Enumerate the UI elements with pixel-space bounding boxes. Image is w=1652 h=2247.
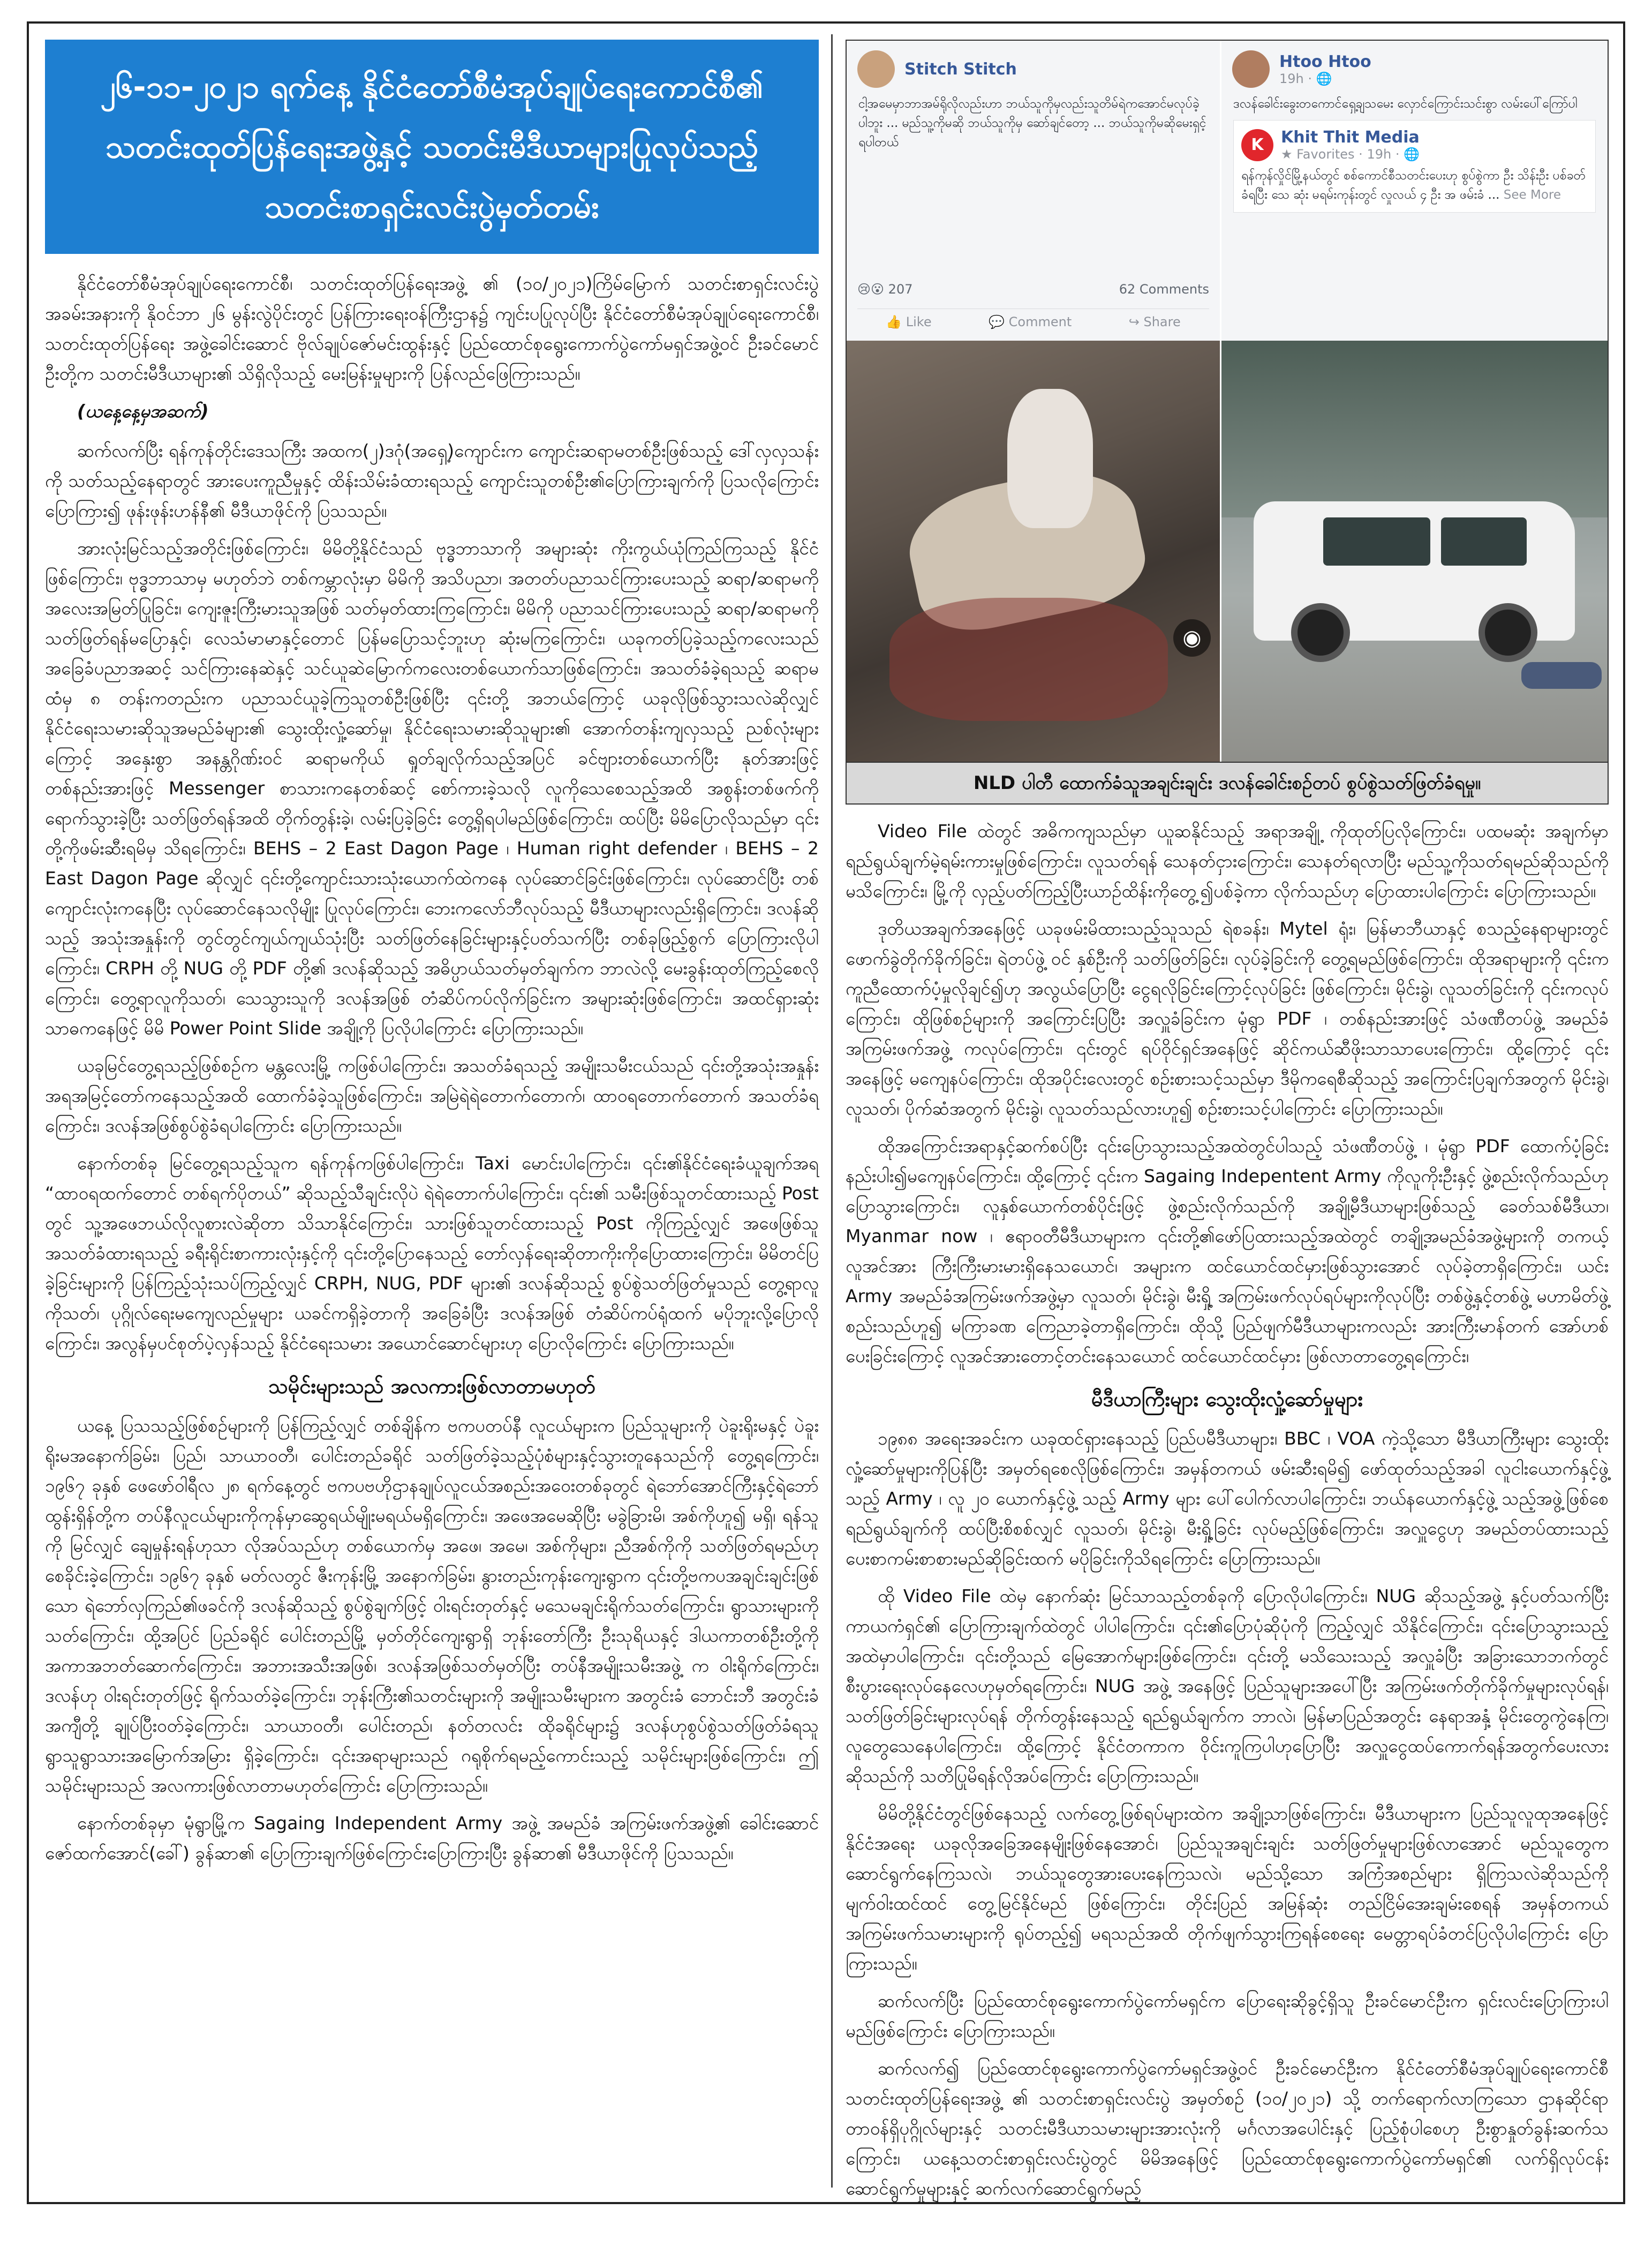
person-figure — [1007, 389, 1093, 528]
reaction-icon: 😢😮 — [857, 282, 888, 297]
white-car — [1254, 501, 1575, 641]
lead-paragraph: နိုင်ငံတော်စီမံအုပ်ချုပ်ရေးကောင်စီ၊ သတင်းထုတ်ပြန်ရေးအဖွဲ့ ၏ (၁၀/၂၀၂၁)ကြိမ်မြောက် သတင်းစာရှင်းလင်းပွဲအခမ်းအနားကို နိုဝင်ဘာ ၂၆ မွန်းလွဲပိုင်းတွင် ပြန်ကြားရေးဝန်ကြီးဌာန၌ ကျင်းပပြုလုပ်ပြီး နိုင်ငံတော်စီမံအုပ်ချုပ်ရေးကောင်စီ၊ သတင်းထုတ်ပြန်ရေး အဖွဲ့ခေါင်းဆောင် ဗိုလ်ချုပ်ဇော်မင်းထွန်းနှင့် ပြည်ထောင်စုရွေးကောက်ပွဲကော်မရှင်အဖွဲ့ဝင် ဦးခင်မောင်ဦးတို့က သတင်းမီဒီယာများ၏ သိရှိလိုသည့် မေးမြန်းမှုများကို ပြန်လည်ဖြေကြားသည်။ — [45, 273, 819, 384]
headline-line-2: သတင်းထုတ်ပြန်ရေးအဖွဲ့နှင့် သတင်းမီဒီယာများပြုလုပ်သည့် — [105, 129, 759, 165]
fallen-person — [1521, 662, 1602, 689]
shared-page-name: Khit Thit Media — [1281, 128, 1420, 147]
post-author: Stitch Stitch — [904, 59, 1017, 79]
post-author: Htoo Htoo — [1279, 52, 1371, 71]
headline-line-1: ၂၆-၁၁-၂၀၂၁ ရက်နေ့ နိုင်ငံတော်စီမံအုပ်ချုပ်ရေးကောင်စီ၏ — [100, 69, 764, 105]
continuation-note: (ယနေ့နေ့မှအဆက်) — [77, 401, 209, 422]
shared-post-card — [1233, 120, 1596, 213]
paragraph: ဒုတိယအချက်အနေဖြင့် ယခုဖမ်းမိထားသည့်သူသည် ရဲစခန်း၊ Mytel ရုံး၊ မြန်မာဘီယာနှင့် စသည့်နေရာများတွင် ဖောက်ခွဲတိုက်ခိုက်ခြင်း၊ ရဲတပ်ဖွဲ့ ဝင် နှစ်ဦးကို သတ်ဖြတ်ခြင်း၊ လုပ်ခဲ့ခြင်းကို တွေ့ရမည်ဖြစ်ကြောင်း၊ ထိုအရာများကို ၎င်းက ကူညီထောက်ပံ့မှုလိုချင်၍ဟု အလွယ်ပြောပြီး ငွေရလိုခြင်းကြောင့်လုပ်ခြင်း ဖြစ်ကြောင်း၊ မိုင်းခွဲ၊ လူသတ်ခြင်းကို ၎င်းကလုပ်ကြောင်း၊ ထိုဖြစ်စဉ်များကို အကြောင်းပြပြီး အလှူခံခြင်းက မုံရွာ PDF ၊ တစ်နည်းအားဖြင့် သံဖဏီတပ်ဖွဲ့ အမည်ခံအကြမ်းဖက်အဖွဲ့ ကလုပ်ကြောင်း၊ ၎င်းတွင် ရပ်ဝိုင်ရှင်အနေဖြင့် ဆိုင်ကယ်ဆီဖိုးသာသာပေးကြောင်း၊ ထို့ကြောင့် ၎င်းအနေဖြင့် မကျေနပ်ကြောင်း၊ ထိုအပိုင်းလေးတွင် စဉ်းစားသင့်သည်မှာ ဒီမိုကရေစီဆိုသည့် အကြောင်းပြချက်အတွက် မိုင်းခွဲ၊ လူသတ်၊ ပိုက်ဆံအတွက် မိုင်းခွဲ၊ လူသတ်သည်လားဟူ၍ စဉ်းစားသင့်ပါကြောင်း ပြောကြားသည်။ — [846, 918, 1609, 1119]
post-text: ငါ့အမေမှာဘာအမ်ရိုလိုလည်းဟာ ဘယ်သူကိုမှလည်းသူတိမ်ရဲကအောင်မလုပ်ခဲ့ပါဘူး ... မည်သူ့ကိုမဆို ဘယ်သူကိုမှ ဆော်ချင်တော့ ... ဘယ်သူကိုမဆိုမေးရှင့်ရပါတယ် — [858, 97, 1206, 149]
newspaper-page — [27, 21, 1625, 2204]
see-more-link: See More — [1503, 188, 1562, 202]
left-column — [45, 40, 819, 1876]
subheading: သမိုင်းများသည် အလကားဖြစ်လာတာမဟုတ် — [268, 1374, 596, 1398]
paragraph: မိမိတို့နိုင်ငံတွင်ဖြစ်နေသည့် လက်တွေ့ဖြစ်ရပ်များထဲက အချို့သာဖြစ်ကြောင်း၊ မီဒီယာများက ပြည်သူလူထုအနေဖြင့် နိုင်ငံအရေး ယခုလိုအခြေအနေမျိုးဖြစ်နေအောင်၊ ပြည်သူအချင်းချင်း သတ်ဖြတ်မှုများဖြစ်လာအောင် မည်သူတွေက ဆောင်ရွက်နေကြသလဲ၊ ဘယ်သူတွေအားပေးနေကြသလဲ၊ မည်သို့သော အကြံအစည်များ ရှိကြသလဲဆိုသည်ကို မျက်ဝါးထင်ထင် တွေ့မြင်နိုင်မည် ဖြစ်ကြောင်း၊ တိုင်းပြည် အမြန်ဆုံး တည်ငြိမ်အေးချမ်းစေရန် အမှန်တကယ်အကြမ်းဖက်သမားများကို ရုပ်တည့်၍ မရသည်အထိ တိုက်ဖျက်သွားကြရန်စေရေး မေတ္တာရပ်ခံတင်ပြလိုပါကြောင်း ပြောကြားသည်။ — [846, 1803, 1609, 1974]
facebook-share-screenshot — [1221, 41, 1608, 341]
paragraph: ထိုအကြောင်းအရာနှင့်ဆက်စပ်ပြီး ၎င်းပြောသွားသည့်အထဲတွင်ပါသည့် သံဖဏီတပ်ဖွဲ့ ၊ မုံရွာ PDF ထောက်ပံ့ခြင်း နည်းပါး၍မကျေနပ်ကြောင်း၊ ထို့ကြောင့် ၎င်းက Sagaing Indepentent Army ကိုလူကိုးဦးနှင့် ဖွဲ့စည်းလိုက်သည်ဟု ပြောသွားကြောင်း၊ လူနှစ်ယောက်တစ်ပိုင်းဖြင့် ဖွဲ့စည်းလိုက်သည်ကို အချို့မီဒီယာများဖြစ်သည့် ခေတ်သစ်မီဒီယာ၊ Myanmar now ၊ ဧရာဝတီမီဒီယာများက ၎င်းတို့၏ဖော်ပြထားသည့်အထဲတွင် တချို့အမည်ခံအဖွဲ့များကို တကယ့်လူအင်အား ကြီးကြီးမားမားရှိနေသယောင်၊ အများက ထင်ယောင်ထင်မှားဖြစ်သွားအောင် လုပ်ခဲ့တာရှိကြောင်း၊ ယင်း Army အမည်ခံအကြမ်းဖက်အဖွဲ့မှာ လူသတ်၊ မိုင်းခွဲ၊ မီးရှို့ အကြမ်းဖက်လုပ်ရပ်များကိုလုပ်ပြီး တစ်ဖွဲ့နှင့်တစ်ဖွဲ့ မဟာမိတ်ဖွဲ့ စည်းသည်ဟူ၍ မကြာခဏ ကြေညာခဲ့တာရှိကြောင်း၊ ထိုသို့ ပြည်ဖျက်မီဒီယာများကလည်း အားကြီးမာန်တက် အော်ဟစ်ပေးခြင်းကြောင့် လူအင်အားတောင့်တင်းနေသယောင် ထင်ယောင်ထင်မှား ဖြစ်လာတာတွေ့ရကြောင်း၊ — [846, 1136, 1609, 1366]
reaction-count: 207 — [888, 282, 913, 297]
shared-post-meta: ★ Favorites · 19h · — [1281, 147, 1404, 162]
paragraph: နောက်တစ်ခု မြင်တွေ့ရသည့်သူက ရန်ကုန်ကဖြစ်ပါကြောင်း၊ Taxi မောင်းပါကြောင်း၊ ၎င်း၏နိုင်ငံရေးခံယူချက်အရ “ထာဝရထက်တောင် တစ်ရက်ပိုတယ်” ဆိုသည့်သီချင်းလိုပဲ ရဲရဲတောက်ပါကြောင်း၊ ၎င်း၏ သမီးဖြစ်သူတင်ထားသည့် Post တွင် သူ့အဖေဘယ်လိုလူစားလဲဆိုတာ သိသာနိုင်ကြောင်း၊ သားဖြစ်သူတင်ထားသည့် Post ကိုကြည့်လျှင် အဖေဖြစ်သူ အသတ်ခံထားရသည့် ခရီးရိုင်းစာကားလုံးနှင့်ကို ၎င်းတို့ပြောနေသည့် တော်လှန်ရေးဆိုတာကိုးကိုပြောထားကြောင်း၊ မိမိတင်ပြခဲ့ခြင်းများကို ပြန်ကြည့်သုံးသပ်ကြည့်လျှင် CRPH, NUG, PDF များ၏ ဒလန်ဆိုသည့် စွပ်စွဲသတ်ဖြတ်မှုသည် တွေ့ရာလူကိုသတ်၊ ပုဂ္ဂိုလ်ရေးမကျေလည်မှုများ ယခင်ကရှိခဲ့တာကို အခြေခံပြီး ဒလန်အဖြစ် တံဆိပ်ကပ်ရုံထက် မပိုဘူးလို့ပြောလိုကြောင်း၊ အလွန်မှပင်စုတ်ပဲ့လှန်သည့် နိုင်ငံရေးသမား အယောင်ဆောင်များဟု ပြောလိုကြောင်း ပြောကြားသည်။ — [45, 1153, 819, 1354]
blood-pool — [889, 598, 1168, 721]
headline-banner — [45, 40, 819, 254]
paragraph: ဆက်လက်ပြီး ရန်ကုန်တိုင်းဒေသကြီး အထက(၂)ဒဂုံ(အရှေ့)ကျောင်းက ကျောင်းဆရာမတစ်ဦးဖြစ်သည့် ဒေါ်လှလှသန်းကို သတ်သည့်နေရာတွင် အားပေးကူညီမှုနှင့် ထိန်းသိမ်းခံထားရသည့် ကျောင်းသူတစ်ဦး၏ပြောကြားချက်ကို ပြသလိုကြောင်းပြောကြား၍ ဖုန်းဖုန်းဟန်နီ၏ မီဒီယာဖိုင်ကို ပြသသည်။ — [45, 440, 819, 521]
paragraph: ယခုမြင်တွေ့ရသည့်ဖြစ်စဉ်က မန္တလေးမြို့ ကဖြစ်ပါကြောင်း၊ အသတ်ခံရသည့် အမျိုးသမီးငယ်သည် ၎င်းတို့အသုံးအနှုန်းအရအမြင့်တော်ကနေသည့်အထိ ထောက်ခံခဲ့သူဖြစ်ကြောင်း၊ အမြဲရဲရဲတောက်တောက်၊ ထာဝရတောက်တောက် အသတ်ခံရကြောင်း၊ ဒလန်အဖြစ်စွပ်စွဲခံရပါကြောင်း ပြောကြားသည်။ — [45, 1055, 819, 1136]
post-text: ဒလန်ခေါင်းခွေးတကောင်ရှေ့ချသမေး လှောင်ကြောင်းသင်းစွာ လမ်းပေါ်ကြော်ပါ — [1233, 97, 1578, 111]
comment-count: 62 Comments — [1119, 282, 1209, 297]
paragraph: ထို Video File ထဲမှ နောက်ဆုံး မြင်သာသည့်တစ်ခုကို ပြောလိုပါကြောင်း၊ NUG ဆိုသည့်အဖွဲ့ နှင့်ပတ်သက်ပြီး ကာယကံရှင်၏ ပြောကြားချက်ထဲတွင် ပါပါကြောင်း၊ ၎င်း၏ပြောပုံဆိုပုံကို ကြည့်လျှင် သိနိုင်ကြောင်း၊ ၎င်းပြောသွားသည့် အထဲမှာပါကြောင်း၊ ၎င်းတို့သည် မြေအောက်များဖြစ်ကြောင်း၊ ၎င်းတို့ မသိသေးသည့် အလှူခံပြီး အခြားသောဘက်တွင် စီးပွားရေးလုပ်နေလေဟုမှတ်ရကြောင်း၊ NUG အဖွဲ့ အနေဖြင့် ပြည်သူများအပေါ်ပြီး အကြမ်းဖက်တိုက်ခိုက်မှုများလုပ်ရန်၊ သတ်ဖြတ်ခြင်းများလုပ်ရန် တိုက်တွန်းနေသည့် ရည်ရွယ်ချက်က ဘာလဲ၊ မြန်မာပြည်အတွင်း နေရာအနှံ့ မိုင်းတွေကွဲနေကြ၊ လူတွေသေနေပါကြောင်း၊ ထို့ကြောင့် နိုင်ငံတကာက ဝိုင်းကူကြပါဟုပြောပြီး အလှူငွေထပ်ကောက်ရန်အတွက်ပေးလားဆိုသည်ကို သတိပြုမိရန်လိုအပ်ကြောင်း ပြောကြားသည်။ — [846, 1585, 1609, 1786]
white-car-street-photo — [1221, 341, 1608, 763]
globe-icon: 🌐 — [1404, 147, 1420, 162]
comment-button: 💬 Comment — [989, 314, 1072, 329]
like-icon: 👍 — [886, 314, 906, 329]
khit-thit-logo-icon: K — [1241, 129, 1273, 161]
subheading: မီဒီယာကြီးများ သွေးထိုးလှုံ့ဆော်မှုများ — [1091, 1387, 1363, 1411]
headline-line-3: သတင်းစာရှင်းလင်းပွဲမှတ်တမ်း — [265, 189, 599, 225]
photo-caption: NLD ပါတီ ထောက်ခံသူအချင်းချင်း ဒလန်ခေါင်းစဉ်တပ် စွပ်စွဲသတ်ဖြတ်ခံရမှု။ — [846, 763, 1609, 805]
paragraph: Video File ထဲတွင် အဓိကကျသည်မှာ ယူဆနိုင်သည့် အရာအချို့ ကိုထုတ်ပြလိုကြောင်း၊ ပထမဆုံး အချက်မှာ ရည်ရွယ်ချက်မဲ့ရမ်းကားမှုဖြစ်ကြောင်း၊ လူသတ်ရန် သေနတ်ငှားကြောင်း၊ သေနတ်ရလာပြီး မည်သူ့ကိုသတ်ရမည်ဆိုသည်ကို မသိကြောင်း၊ မြို့ကို လှည့်ပတ်ကြည့်ပြီးယာဉ်ထိန်းကိုတွေ့၍ပစ်ခဲ့ကာ လိုက်သည်ဟု ပြောထားပါကြောင်း ပြောကြားသည်။ — [846, 821, 1609, 901]
eye-slash-icon: ◉ — [1173, 619, 1211, 657]
paragraph: ဆက်လက်ပြီး ပြည်ထောင်စုရွေးကောက်ပွဲကော်မရှင်က ပြောရေးဆိုခွင့်ရှိသူ ဦးခင်မောင်ဦးက ရှင်းလင်းပြောကြားပါမည်ဖြစ်ကြောင်း ပြောကြားသည်။ — [846, 1990, 1609, 2041]
photo-collage — [846, 40, 1609, 763]
share-button: ↪ Share — [1128, 314, 1181, 329]
shared-post-text: ရန်ကုန်လှိုင်မြို့နယ်တွင် စစ်ကောင်စီသတင်းပေးဟု စွပ်စွဲကာ ဦး သိန်းဦး ပစ်ခတ်ခံရပြီး သေ ဆုံး မရမ်းကုန်းတွင် လှုလယ် ၄ ဦး အ ဖမ်းခံ ... See More — [1241, 169, 1586, 202]
post-time: 19h · — [1279, 71, 1316, 86]
globe-icon: 🌐 — [1316, 71, 1332, 86]
share-icon: ↪ — [1128, 314, 1144, 329]
facebook-post-screenshot — [847, 41, 1221, 341]
right-column — [846, 40, 1609, 2211]
street-victim-photo — [847, 341, 1221, 763]
paragraph: နောက်တစ်ခုမှာ မုံရွာမြို့က Sagaing Independent Army အဖွဲ့ အမည်ခံ အကြမ်းဖက်အဖွဲ့၏ ခေါင်းဆောင် ဇော်ထက်အောင်(ခေါ်) ခွန်ဆာ၏ ပြောကြားချက်ဖြစ်ကြောင်းပြောကြားပြီး ခွန်ဆာ၏ မီဒီယာဖိုင်ကို ပြသသည်။ — [45, 1813, 819, 1863]
paragraph: ဆက်လက်၍ ပြည်ထောင်စုရွေးကောက်ပွဲကော်မရှင်အဖွဲ့ဝင် ဦးခင်မောင်ဦးက နိုင်ငံတော်စီမံအုပ်ချုပ်ရေးကောင်စီ သတင်းထုတ်ပြန်ရေးအဖွဲ့ ၏ သတင်းစာရှင်းလင်းပွဲ အမှတ်စဉ် (၁၀/၂၀၂၁) သို့ တက်ရောက်လာကြသော ဌာနဆိုင်ရာတာဝန်ရှိပုဂ္ဂိုလ်များနှင့် သတင်းမီဒီယာသမားများအားလုံးကို မင်္ဂလာအပေါင်းနှင့် ပြည့်စုံပါစေဟု ဦးစွာနှုတ်ခွန်းဆက်သကြောင်း၊ ယနေ့သတင်းစာရှင်းလင်းပွဲတွင် မိမိအနေဖြင့် ပြည်ထောင်စုရွေးကောက်ပွဲကော်မရှင်၏ လက်ရှိလုပ်ငန်းဆောင်ရွက်မှုများနှင့် ဆက်လက်ဆောင်ရွက်မည့် — [846, 2058, 1609, 2199]
column-divider — [831, 34, 833, 2188]
avatar — [857, 50, 895, 88]
comment-icon: 💬 — [989, 314, 1009, 329]
avatar — [1232, 50, 1270, 88]
like-button: 👍 Like — [886, 314, 932, 329]
paragraph: ၁၉၈၈ အရေးအခင်းက ယခုထင်ရှားနေသည့် ပြည်ပမီဒီယာများ၊ BBC ၊ VOA ကဲ့သို့သော မီဒီယာကြီးများ သွေးထိုးလှုံ့ဆော်မှုများကိုပြန်ပြီး အမှတ်ရစေလိုဖြစ်ကြောင်း၊ အမှန်တကယ် ဖမ်းဆီးရမိ၍ ဖော်ထုတ်သည့်အခါ လူငါးယောက်နှင့်ဖွဲ့ သည့် Army ၊ လူ ၂၀ ယောက်နှင့်ဖွဲ့ သည့် Army များ ပေါ်ပေါက်လာပါကြောင်း၊ ဘယ်နယောက်နှင့်ဖွဲ့ သည့်အဖွဲ့ဖြစ်စေ ရည်ရွယ်ချက်ကို ထပ်ပြီးစိစစ်လျှင် လူသတ်၊ မိုင်းခွဲ၊ မီးရှို့ခြင်း လုပ်မည့်ဖြစ်ကြောင်း၊ အလှူငွေဟု အမည်တပ်ထားသည့် ပေးစာကမ်းစာစားမည်ဆိုခြင်းထက် မပိုခြင်းကိုသိရကြောင်း ပြောကြားသည်။ — [846, 1428, 1609, 1569]
paragraph: အားလုံးမြင်သည့်အတိုင်းဖြစ်ကြောင်း၊ မိမိတို့နိုင်ငံသည် ဗုဒ္ဓဘာသာကို အများဆုံး ကိုးကွယ်ယုံကြည်ကြသည့် နိုင်ငံဖြစ်ကြောင်း၊ ဗုဒ္ဓဘာသာမှ မဟုတ်ဘဲ တစ်ကမ္ဘာလုံးမှာ မိမိကို အသိပညာ၊ အတတ်ပညာသင်ကြားပေးသည့် ဆရာ/ဆရာမကို အလေးအမြတ်ပြုခြင်း၊ ကျေးဇူးကြီးမားသူအဖြစ် သတ်မှတ်ထားကြကြောင်း၊ မိမိကို ပညာသင်ကြားပေးသည့် ဆရာ/ဆရာမကို သတ်ဖြတ်ရန်မပြောနှင့်၊ လေသံမာမာနှင့်တောင် ပြန်မပြောသင့်ဘူးဟု ဆုံးမကြကြောင်း၊ ယခုကတ်ပြခဲ့သည့်ကလေးသည် အခြေခံပညာအဆင့် သင်ကြားနေဆဲနှင့် သင်ယူဆဲမြောက်ကလေးတစ်ယောက်သာဖြစ်ကြောင်း၊ အသတ်ခံခဲ့ရသည့် ဆရာမထံမှ ၈ တန်းကတည်းက ပညာသင်ယူခဲ့ကြသူတစ်ဦးဖြစ်ပြီး ၎င်းတို့ အဘယ်ကြောင့် ယခုလိုဖြစ်သွားသလဲဆိုလျှင် နိုင်ငံရေးသမားဆိုသူအမည်ခံများ၏ သွေးထိုးလှုံ့ဆော်မှု၊ နိုင်ငံရေးသမားဆိုသူများ၏ အောက်တန်းကျလှသည့် ညစ်လုံးများကြောင့် အနှေးစွာ အနန္တဂိုဏ်းဝင် ဆရာမကိုယ် ရှုတ်ချလိုက်သည့်အပြင် ခင်ဗျားတစ်ယောက်ပြီး နုတ်အားဖြင့်တစ်နည်းအားဖြင့် Messenger စာသားကနေတစ်ဆင့် စော်ကားခဲ့သလို လူကိုသေစေသည့်အထိ အစွန်းတစ်ဖက်ကို ရောက်သွားခဲ့ပြီး သတ်ဖြတ်ရန်အထိ တိုက်တွန်းခဲ့၊ လမ်းပြခဲ့ခြင်း တွေ့ရှိရပါမည်ဖြစ်ကြောင်း၊ ထပ်ပြီး မိမိပြောလိုသည်မှာ ၎င်းတို့ကိုဖမ်းဆီးရမိမှ သိရကြောင်း၊ BEHS – 2 East Dagon Page ၊ Human right defender ၊ BEHS – 2 East Dagon Page ဆိုလျှင် ၎င်းတို့ကျောင်းသားသုံးယောက်ထဲကနေ လုပ်ဆောင်ခြင်းဖြစ်ကြောင်း၊ လုပ်ဆောင်ပြီး တစ်ကျောင်းလုံးကနေပြီး လုပ်ဆောင်နေသလိုမျိုး ပြုလုပ်ကြောင်း၊ ဘေးကလော်ဘီလုပ်သည့် မီဒီယာများလည်းရှိကြောင်း၊ ဒလန်ဆိုသည့် အသုံးအနှုန်းကို တွင်တွင်ကျယ်ကျယ်သုံးပြီး သတ်ဖြတ်နေခြင်းများနှင့်ပတ်သက်ပြီး တစ်ခုဖြည့်စွက် ပြောကြားလိုပါကြောင်း၊ CRPH တို့ NUG တို့ PDF တို့၏ ဒလန်ဆိုသည့် အဓိပ္ပာယ်သတ်မှတ်ချက်က ဘာလဲလို့ မေးခွန်းထုတ်ကြည့်စေလိုကြောင်း၊ တွေ့ရာလူကိုသတ်၊ သေသွားသူကို ဒလန်အဖြစ် တံဆိပ်ကပ်လိုက်ခြင်းက အများဆုံးဖြစ်ကြောင်း၊ အထင်ရှားဆုံးသာဓကနေဖြင့် မိမိ Power Point Slide အချို့ကို ပြလိုပါကြောင်း ပြောကြားသည်။ — [45, 538, 819, 1039]
paragraph: ယနေ့ ပြသသည့်ဖြစ်စဉ်များကို ပြန်ကြည့်လျှင် တစ်ချိန်က ဗကပတပ်နီ လူငယ်များက ပြည်သူများကို ပဲခူးရိုးမနှင့် ပဲခူးရိုးမအနောက်ခြမ်း၊ ပြည်၊ သာယာဝတီ၊ ပေါင်းတည်ခရိုင် သတ်ဖြတ်ခဲ့သည့်ပုံစံများနှင့်သွားတူနေသည်ကို တွေ့ရကြောင်း၊ ၁၉၆၇ ခုနှစ် ဖေဖော်ဝါရီလ ၂၈ ရက်နေ့တွင် ဗကပဗဟိုဌာနချုပ်လူငယ်အစည်းအဝေးတစ်ခုတွင် ရဲဘော်အောင်ကြီးနှင့်ရဲဘော်ထွန်းရှိန်တို့က တပ်နီလူငယ်များကိုကုန်မှာဆွေရယ်မျိုးမရယ်မရှိကြောင်း၊ အဖေအမေဆိုပြီး မခွဲခြားမိ၊ အစ်ကိုဟူ၍ မရှိ၊ ရန်သူကို မြင်လျှင် ချေမှုန်းရန်ဟုသာ လိုအပ်သည်ဟု တစ်ယောက်မှ အဖေ၊ အမေ၊ အစ်ကိုများ၊ ညီအစ်ကိုကို သတ်ဖြတ်ရမည်ဟု စေခိုင်းခဲ့ကြောင်း၊ ၁၉၆၇ ခုနှစ် မတ်လတွင် ဇီးကုန်းမြို့ အနောက်ခြမ်း၊ နွားတည်းကုန်းကျေးရွာက ၎င်းတို့ဗကပအချင်းချင်းဖြစ်သော ရဲဘော်လှကြည်၏ဖခင်ကို ဒလန်ဆိုသည့် စွပ်စွဲချက်ဖြင့် ဝါးရင်းတုတ်နှင့် မသေမချင်းရိုက်သတ်ကြောင်း၊ ရွာသားများကိုသတ်ကြောင်း၊ ထို့အပြင် ပြည်ခရိုင် ပေါင်းတည်မြို့ မှတ်တိုင်ကျေးရွာရှိ ဘုန်းတော်ကြီး ဦးသုရိယနှင့် ဒါယကာတစ်ဦးတို့ကို အကာအဘတ်ဆောက်ကြောင်း၊ အဘားအသီးအဖြစ်၊ ဒလန်အဖြစ်သတ်မှတ်ပြီး တပ်နီအမျိုးသမီးအဖွဲ့ က ဝါးရိုက်ကြောင်း၊ ဒလန်ဟု ဝါးရင်းတုတ်ဖြင့် ရိုက်သတ်ခဲ့ကြောင်း၊ ဘုန်းကြီး၏သတင်းများကို အမျိုးသမီးများက အတွင်းခံ ဘောင်းဘီ အတွင်းခံအကျီတို့ ချုပ်ပြီးဝတ်ခဲ့ကြောင်း၊ သာယာဝတီ၊ ပေါင်းတည်၊ နတ်တလင်း ထိုခရိုင်များ၌ ဒလန်ဟုစွပ်စွဲသတ်ဖြတ်ခံရသူ ရွာသူရွာသားအမြောက်အမြား ရှိခဲ့ကြောင်း၊ ၎င်းအရာများသည် ဂရုစိုက်ရမည့်ကောင်းသည့် သမိုင်းများဖြစ်ကြောင်း၊ ဤသမိုင်းများသည် အလကားဖြစ်လာတာမဟုတ်ကြောင်း ပြောကြားသည်။ — [45, 1415, 819, 1796]
